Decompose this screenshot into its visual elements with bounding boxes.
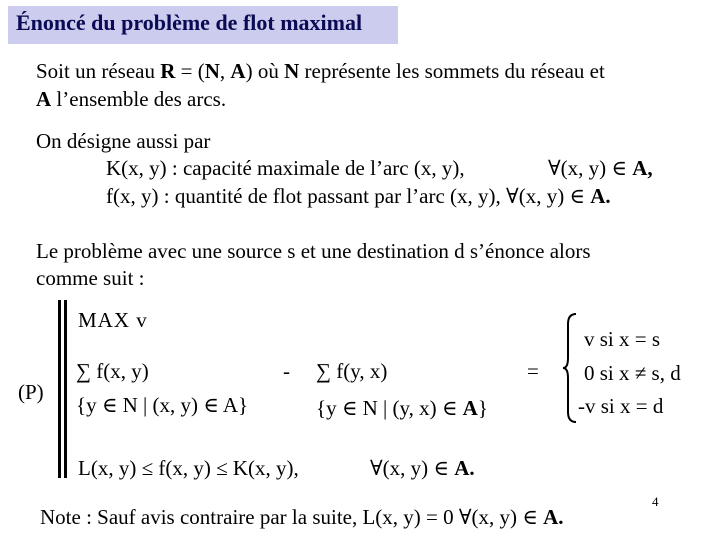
arc-set-symbol: A, xyxy=(632,156,653,180)
page-number: 4 xyxy=(652,494,659,509)
quantifier-text: ∀(x, y) ∈ xyxy=(370,456,455,480)
inflow-index xyxy=(316,395,488,421)
arc-set-symbol: A xyxy=(36,87,52,111)
intro-line-2 xyxy=(36,86,226,112)
problem-intro-line-2: comme suit : xyxy=(36,266,145,290)
index-text: | (y, x) ∈ xyxy=(377,396,463,420)
bounds-constraint: L(x, y) ≤ f(x, y) ≤ K(x, y), xyxy=(78,456,299,480)
intro-line-1 xyxy=(36,58,605,84)
vertex-set-symbol: N xyxy=(362,396,378,420)
arc-set-symbol: A. xyxy=(590,184,611,208)
intro-text: représente les sommets du réseau et xyxy=(299,59,605,83)
formulation-bar xyxy=(64,300,67,478)
objective: MAX v xyxy=(78,308,148,332)
designation-lead: On désigne aussi par xyxy=(36,129,211,153)
index-text: {y ∈ xyxy=(316,396,363,420)
capacity-quantifier xyxy=(548,155,653,181)
intro-text: Soit un réseau xyxy=(36,59,161,83)
arc-set-symbol: A. xyxy=(454,456,475,480)
note xyxy=(40,504,564,530)
vertex-set-symbol: N xyxy=(204,59,220,83)
network-symbol: R xyxy=(160,59,176,83)
quantifier-text: ∀(x, y) ∈ xyxy=(548,156,633,180)
formulation-bar xyxy=(58,300,61,478)
arc-set-symbol: A xyxy=(230,59,246,83)
arc-set-symbol: A xyxy=(462,396,478,420)
arc-set-symbol: A. xyxy=(543,505,564,529)
intro-text: , xyxy=(219,59,231,83)
intro-text: l’ensemble des arcs. xyxy=(51,87,227,111)
note-text: Note : Sauf avis contraire par la suite, L(x, y) = 0 ∀(x, y) ∈ xyxy=(40,505,544,529)
slide-title: Énoncé du problème de flot maximal xyxy=(8,6,398,44)
outflow-sum: ∑ f(x, y) xyxy=(76,359,149,383)
problem-label: (P) xyxy=(18,380,44,404)
intro-text: = ( xyxy=(175,59,205,83)
bounds-quantifier xyxy=(370,455,475,481)
outflow-index: {y ∈ N | (x, y) ∈ A} xyxy=(76,393,249,417)
inflow-sum: ∑ f(y, x) xyxy=(316,359,388,383)
vertex-set-symbol: N xyxy=(284,59,300,83)
problem-intro-line-1: Le problème avec une source s et une destination d s’énonce alors xyxy=(36,239,591,263)
intro-text: ) où xyxy=(245,59,285,83)
case-transit: 0 si x ≠ s, d xyxy=(584,361,681,385)
case-sink: -v si x = d xyxy=(578,394,664,418)
minus-sign: - xyxy=(283,359,290,383)
case-source: v si x = s xyxy=(584,327,661,351)
flow-definition xyxy=(106,183,611,209)
capacity-definition: K(x, y) : capacité maximale de l’arc (x, y), xyxy=(106,156,465,180)
equals-sign: = xyxy=(527,359,539,383)
flow-text: f(x, y) : quantité de flot passant par l’arc (x, y), ∀(x, y) ∈ xyxy=(106,184,591,208)
index-text: } xyxy=(477,396,488,420)
